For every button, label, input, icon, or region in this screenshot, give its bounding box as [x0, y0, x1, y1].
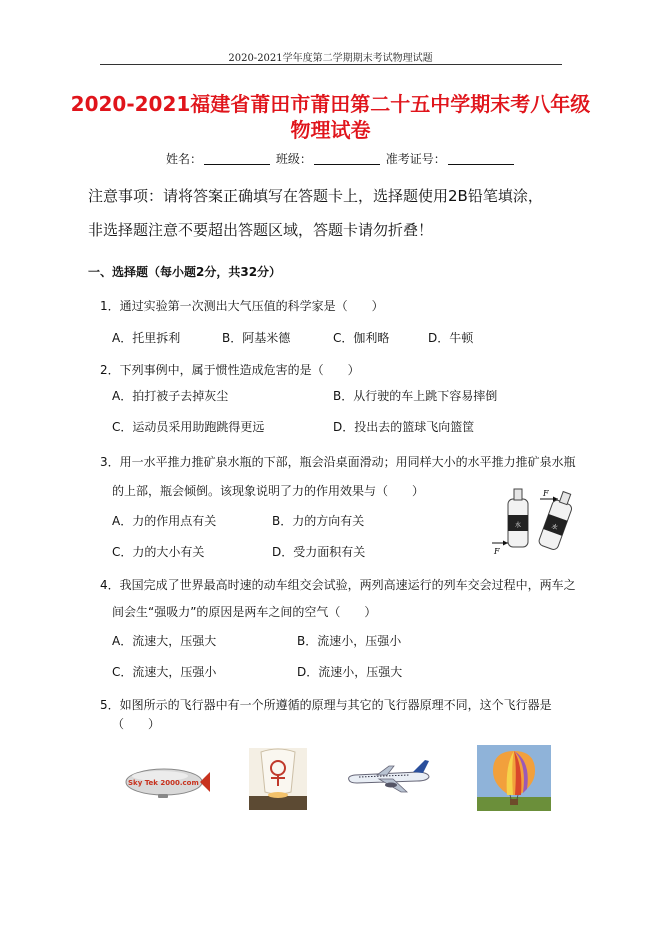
svg-text:水: 水: [514, 522, 522, 529]
name-blank[interactable]: [204, 164, 270, 165]
exam-title-line1: 2020-2021福建省莆田市莆田第二十五中学期末考八年级: [70, 92, 591, 116]
question-3-stem-line1: 3．用一水平推力推矿泉水瓶的下部，瓶会沿桌面滑动；用同样大小的水平推力推矿泉水瓶: [100, 455, 576, 469]
question-4-stem-line1: 4．我国完成了世界最高时速的动车组交会试验，两列高速运行的列车交会过程中，两车之: [100, 578, 576, 592]
exam-no-label: 准考证号：: [385, 152, 446, 166]
question-5-stem-line2: （ ）: [112, 717, 161, 731]
upright-bottle: [508, 489, 528, 547]
running-header: 2020-2021学年度第二学期期末考试物理试题: [228, 53, 433, 64]
name-label: 姓名：: [166, 152, 203, 166]
q1-option-a: A．托里拆利: [112, 331, 181, 345]
q1-option-c: C．伽利略: [333, 331, 390, 345]
q2-option-b: B．从行驶的车上跳下容易摔倒: [333, 389, 498, 403]
q3-option-b: B．力的方向有关: [272, 514, 365, 528]
airplane-image: [343, 758, 433, 796]
q2-option-d: D．投出去的篮球飞向篮筐: [333, 420, 475, 434]
q3-option-a: A．力的作用点有关: [112, 514, 217, 528]
q3-option-c: C．力的大小有关: [112, 545, 205, 559]
bottle-push-figure: [478, 485, 574, 557]
question-2-stem: 2．下列事例中，属于惯性造成危害的是（ ）: [100, 363, 360, 377]
question-3-stem-line2: 的上部，瓶会倾倒。该现象说明了力的作用效果与（ ）: [112, 484, 425, 498]
header-rule: [100, 64, 562, 65]
q4-option-b: B．流速小，压强小: [297, 634, 402, 648]
class-label: 班级：: [275, 152, 312, 166]
q2-option-a: A．拍打被子去掉灰尘: [112, 389, 229, 403]
svg-text:水: 水: [550, 522, 559, 532]
question-1-stem: 1．通过实验第一次测出大气压值的科学家是（ ）: [100, 299, 384, 313]
exam-title-line2: 物理试卷: [290, 118, 371, 142]
student-info: [166, 150, 516, 167]
notice-line2: 非选择题注意不要超出答题区域，答题卡请勿折叠！: [88, 221, 434, 239]
q1-option-d: D．牛顿: [428, 331, 474, 345]
q4-option-a: A．流速大，压强大: [112, 634, 217, 648]
q2-option-c: C．运动员采用助跑跳得更远: [112, 420, 265, 434]
q3-option-d: D．受力面积有关: [272, 545, 366, 559]
notice-line1: 注意事项：请将答案正确填写在答题卡上，选择题使用2B铅笔填涂，: [88, 187, 543, 205]
question-4-stem-line2: 间会生“强吸力”的原因是两车之间的空气（ ）: [112, 605, 377, 619]
blimp-lettering: Sky Tek 2000.com: [128, 779, 199, 787]
question-5-stem-line1: 5．如图所示的飞行器中有一个所遵循的原理与其它的飞行器原理不同，这个飞行器是: [100, 698, 552, 712]
section-title: 一、选择题（每小题2分，共32分）: [88, 265, 282, 279]
exam-no-blank[interactable]: [448, 164, 514, 165]
q4-option-c: C．流速大，压强小: [112, 665, 217, 679]
force-label-top: F: [543, 489, 549, 498]
q1-option-b: B．阿基米德: [222, 331, 291, 345]
force-label-bottom: F: [494, 547, 500, 556]
sky-lantern-image: [249, 748, 307, 810]
blimp-image: [122, 765, 212, 801]
hot-air-balloon-image: [477, 745, 551, 811]
class-blank[interactable]: [314, 164, 380, 165]
q4-option-d: D．流速小，压强大: [297, 665, 403, 679]
